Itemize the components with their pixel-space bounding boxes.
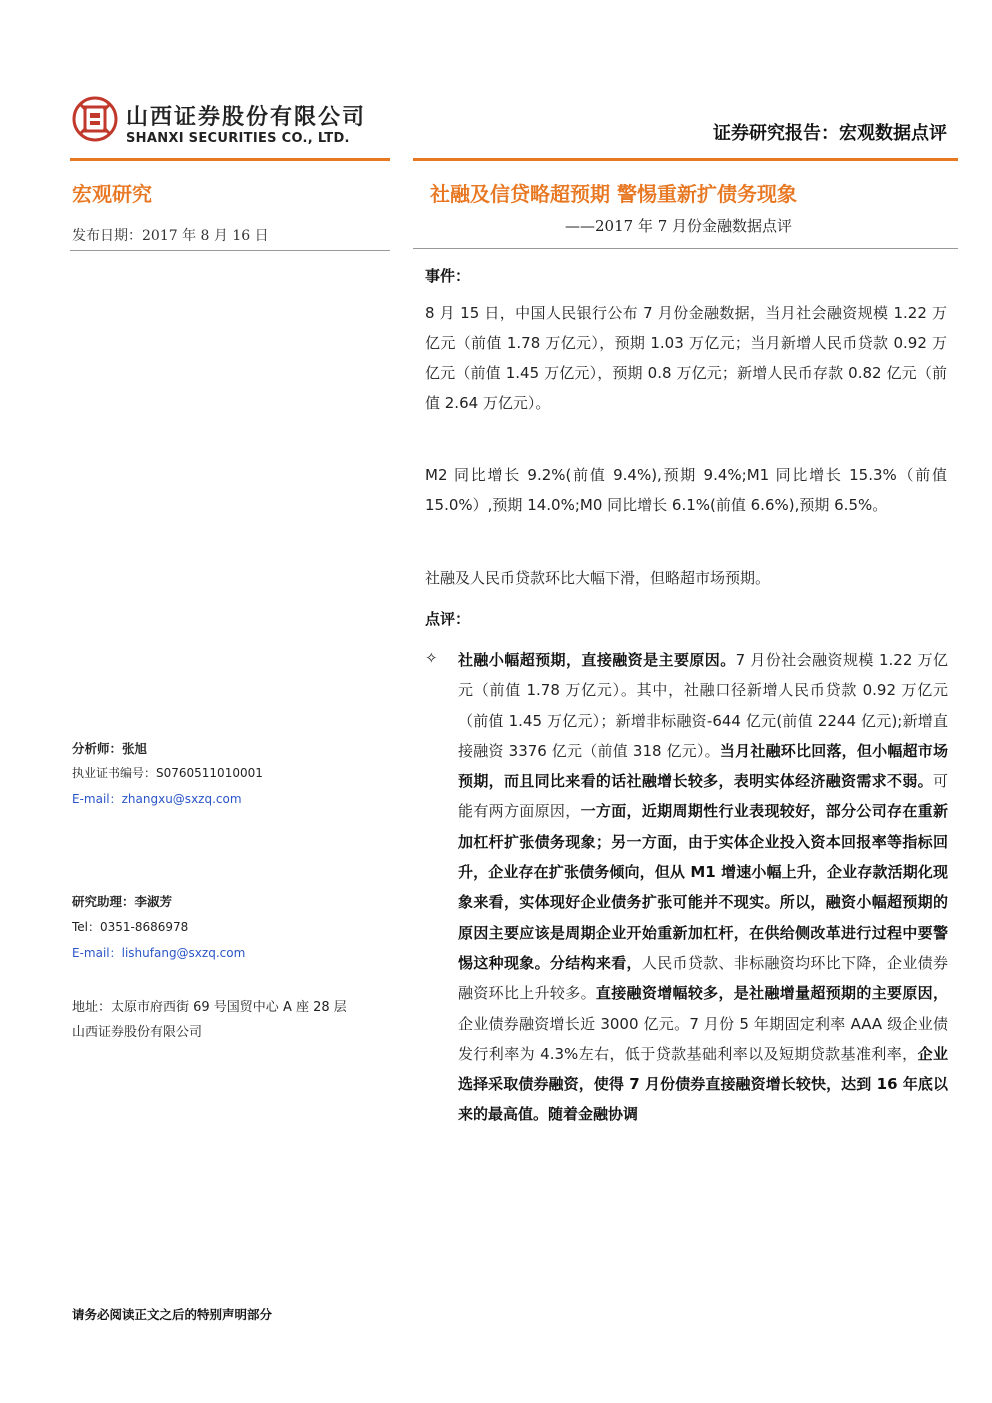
publish-date: 发布日期：2017 年 8 月 16 日: [72, 228, 269, 244]
comment-segment: 企业选择采取债券融资，使得 7 月份债券直接融资增长较快，达到 16 年底以来的最高值。随着金融协调: [458, 1044, 948, 1124]
analyst-email[interactable]: E-mail：zhangxu@sxzq.com: [72, 792, 242, 806]
event-paragraph-3: 社融及人民币贷款环比大幅下滑，但略超市场预期。: [425, 569, 771, 587]
disclaimer-note: 请务必阅读正文之后的特别声明部分: [72, 1307, 273, 1322]
comment-segment: 直接融资增幅较多，是社融增量超预期的主要原因，: [595, 984, 948, 1003]
event-paragraph-2: M2 同比增长 9.2%(前值 9.4%),预期 9.4%;M1 同比增长 15.3%（前值 15.0%）,预期 14.0%;M0 同比增长 6.1%(前值 6.6%),预期 6.5%。: [425, 466, 947, 514]
comment-segment: 一方面，近期周期性行业表现较好，部分公司存在重新加杠杆扩张债务现象；另一方面，由于实体企业投入资本回报率等指标回升，企业存在扩张债务倾向，但从 M1 增速小幅上升，企业存款活期化现象来看，实体现好企业债务扩张可能并不现实。所以，融资小幅超预期的原因主要应该是周期企业开始重新加杠杆，在供给侧改革进行过程中要警惕这种现象。分结构来看，: [458, 802, 948, 972]
assistant-name: 研究助理：李淑芳: [72, 894, 173, 909]
report-subtitle: ——2017 年 7 月份金融数据点评: [565, 217, 793, 235]
company-name-cn: 山西证券股份有限公司: [126, 105, 367, 130]
title-divider: [413, 248, 958, 249]
header-divider-right: [413, 158, 958, 161]
analyst-name: 分析师：张旭: [72, 741, 148, 756]
event-paragraph-1: 8 月 15 日，中国人民银行公布 7 月份金融数据，当月社会融资规模 1.22 万亿元（前值 1.78 万亿元），预期 1.03 万亿元；当月新增人民币贷款 0.92 万亿元（前值 1.45 万亿元），预期 0.8 万亿元；新增人民币存款 0.82 亿元（前值 2.64 万亿元）。: [425, 304, 947, 412]
event-heading: 事件：: [425, 267, 471, 285]
comment-segment: 当月社融环比回落，但小幅超市场预期，而且同比来看的话社融增长较多，表明实体经济融资需求不弱。: [458, 741, 948, 791]
assistant-email[interactable]: E-mail：lishufang@sxzq.com: [72, 946, 246, 960]
comment-segment: 7 月份社会融资规模 1.22 万亿元（前值 1.78 万亿元）。其中，社融口径新增人民币贷款 0.92 万亿元（前值 1.45 万亿元）；新增非标融资-644 亿元(前值 2244 亿元);新增直接融资 3376 亿元（前值 318 亿元）。: [458, 651, 948, 760]
diamond-bullet-icon: ✧: [425, 649, 438, 667]
analyst-license: 执业证书编号：S0760511010001: [72, 766, 263, 780]
comment-paragraph: [458, 645, 948, 1130]
left-divider: [70, 250, 390, 251]
section-title: 宏观研究: [72, 182, 152, 206]
company-name-en: SHANXI SECURITIES CO., LTD.: [126, 131, 350, 146]
address: 地址：太原市府西街 69 号国贸中心 A 座 28 层: [72, 1000, 347, 1015]
report-title: 社融及信贷略超预期 警惕重新扩债务现象: [430, 182, 797, 206]
header-divider-left: [70, 158, 390, 161]
company-logo-icon: [72, 96, 118, 142]
comment-segment: 可能有两方面原因，: [458, 772, 948, 821]
comment-segment: 人民币贷款、非标融资均环比下降，企业债券融资环比上升较多。: [458, 953, 948, 1003]
report-type: 证券研究报告：宏观数据点评: [713, 123, 947, 144]
comment-segment: 企业债券融资增长近 3000 亿元。7 月份 5 年期固定利率 AAA 级企业债发行利率为 4.3%左右，低于贷款基础利率以及短期贷款基准利率，: [458, 1014, 948, 1063]
company-footer-name: 山西证券股份有限公司: [72, 1025, 203, 1040]
comment-heading: 点评：: [425, 610, 471, 628]
assistant-tel: Tel：0351-8686978: [72, 920, 189, 934]
comment-segment: 社融小幅超预期，直接融资是主要原因。: [458, 651, 736, 669]
